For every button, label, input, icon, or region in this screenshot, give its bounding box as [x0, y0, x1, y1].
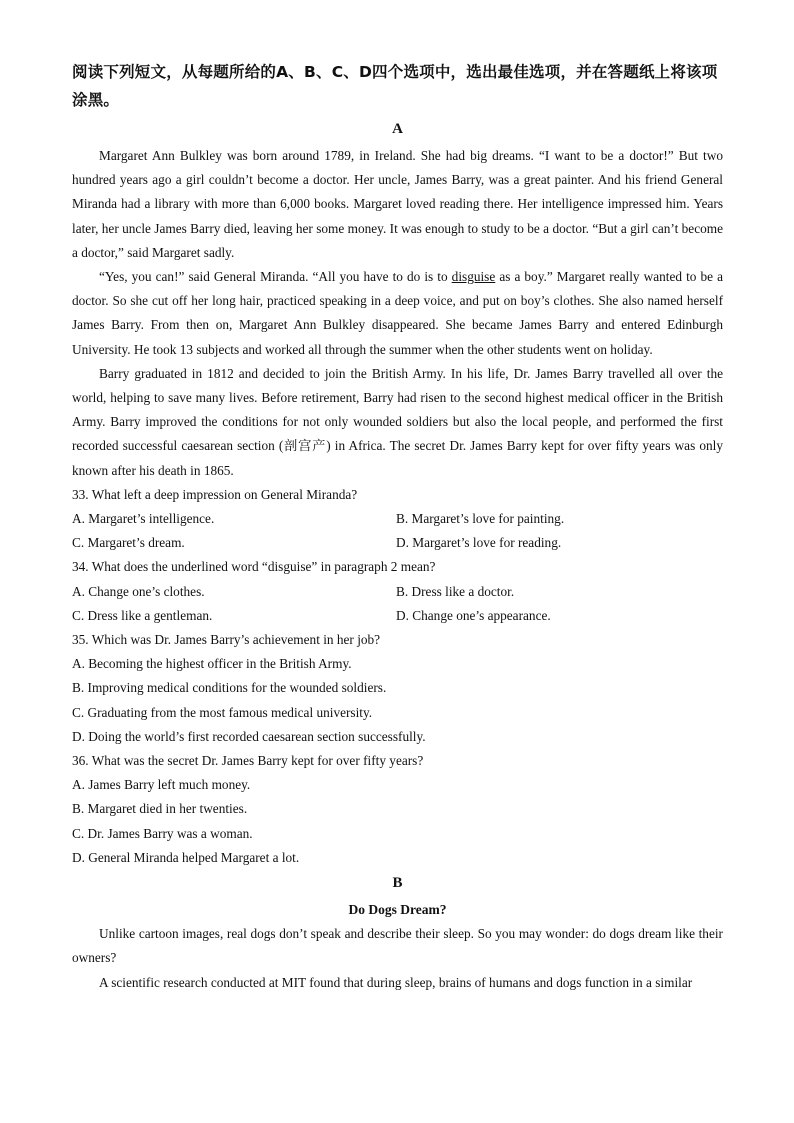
option-b: B. Dress like a doctor.: [396, 583, 515, 599]
option-d: D. General Miranda helped Margaret a lot.: [72, 849, 300, 865]
option-d: D. Change one’s appearance.: [396, 607, 551, 623]
option-a: A. Margaret’s intelligence.: [72, 511, 215, 527]
option-c: C. Dr. James Barry was a woman.: [72, 825, 253, 841]
question-stem: 33. What left a deep impression on General Miranda?: [72, 486, 358, 502]
option-a: A. Becoming the highest officer in the British Army.: [72, 656, 352, 672]
passage-a-label: A: [392, 121, 403, 137]
option-d: D. Doing the world’s first recorded caesarean section successfully.: [72, 728, 426, 744]
option-d: D. Margaret’s love for reading.: [396, 535, 562, 551]
option-c: C. Graduating from the most famous medical university.: [72, 704, 373, 720]
passage-a-paragraph-3: Barry graduated in 1812 and decided to join the British Army. In his life, Dr. James Barry travelled all over the world, helping to save many lives. Before retirement, Barry had risen to the second highest medical officer in the British Army. Barry improved the conditions for not only wounded soldiers but also the local people, and performed the first recorded successful caesarean section (剖宫产) in Africa. The secret Dr. James Barry kept for over fifty years was only known after his death in 1865.: [72, 365, 723, 478]
passage-b-label: B: [392, 875, 403, 892]
options-row: [72, 604, 723, 628]
question-33: [72, 483, 723, 556]
question-36: [72, 749, 723, 870]
options-row: [72, 580, 723, 604]
question-stem: 34. What does the underlined word “disguise” in paragraph 2 mean?: [72, 559, 436, 575]
option-c: C. Dress like a gentleman.: [72, 607, 213, 623]
option-a: A. Change one’s clothes.: [72, 583, 205, 599]
options-row: [72, 507, 723, 531]
instruction: 阅读下列短文，从每题所给的A、B、C、D四个选项中，选出最佳选项，并在答题纸上将该项涂黑。: [72, 63, 718, 109]
question-35: [72, 628, 723, 749]
question-stem: 35. Which was Dr. James Barry’s achievement in her job?: [72, 632, 381, 648]
passage-a-paragraph-2: [72, 265, 723, 362]
option-b: B. Improving medical conditions for the wounded soldiers.: [72, 680, 387, 696]
option-b: B. Margaret died in her twenties.: [72, 801, 248, 817]
passage-b-paragraph-1: Unlike cartoon images, real dogs don’t speak and describe their sleep. So you may wonder: do dogs dream like their owners?: [72, 926, 723, 966]
option-b: B. Margaret’s love for painting.: [396, 511, 565, 527]
passage-b-title: Do Dogs Dream?: [348, 902, 447, 918]
passage-b-paragraph-2: A scientific research conducted at MIT found that during sleep, brains of humans and dogs function in a similar: [99, 974, 693, 990]
option-a: A. James Barry left much money.: [72, 777, 251, 793]
passage-a-paragraph-1: Margaret Ann Bulkley was born around 1789, in Ireland. She had big dreams. “I want to be a doctor!” But two hundred years ago a girl couldn’t become a doctor. Her uncle, James Barry, was a great painter. And his friend General Miranda had a library with more than 6,000 books. Margaret loved reading there. Her intelligence impressed him. Years later, her uncle James Barry died, leaving her some money. It was enough to study to be a doctor. “But a girl can’t become a doctor,” said Margaret sadly.: [72, 148, 723, 260]
options-row: [72, 531, 723, 555]
option-c: C. Margaret’s dream.: [72, 535, 185, 551]
exam-page: [72, 58, 723, 995]
underlined-word-disguise: disguise: [451, 269, 496, 285]
question-stem: 36. What was the secret Dr. James Barry kept for over fifty years?: [72, 753, 424, 769]
paragraph-2-text-after: as a boy.” Margaret really wanted to be a doctor. So she cut off her long hair, practiced speaking in a deep voice, and put on boy’s clothes. She also named herself James Barry. From then on, Margaret Ann Bulkley disappeared. She became James Barry and entered Edinburgh University. He took 13 subjects and worked all through the summer when the other students went on holiday.: [72, 269, 723, 357]
paragraph-2-text-before: “Yes, you can!” said General Miranda. “All you have to do is to: [99, 269, 452, 285]
question-34: [72, 555, 723, 628]
